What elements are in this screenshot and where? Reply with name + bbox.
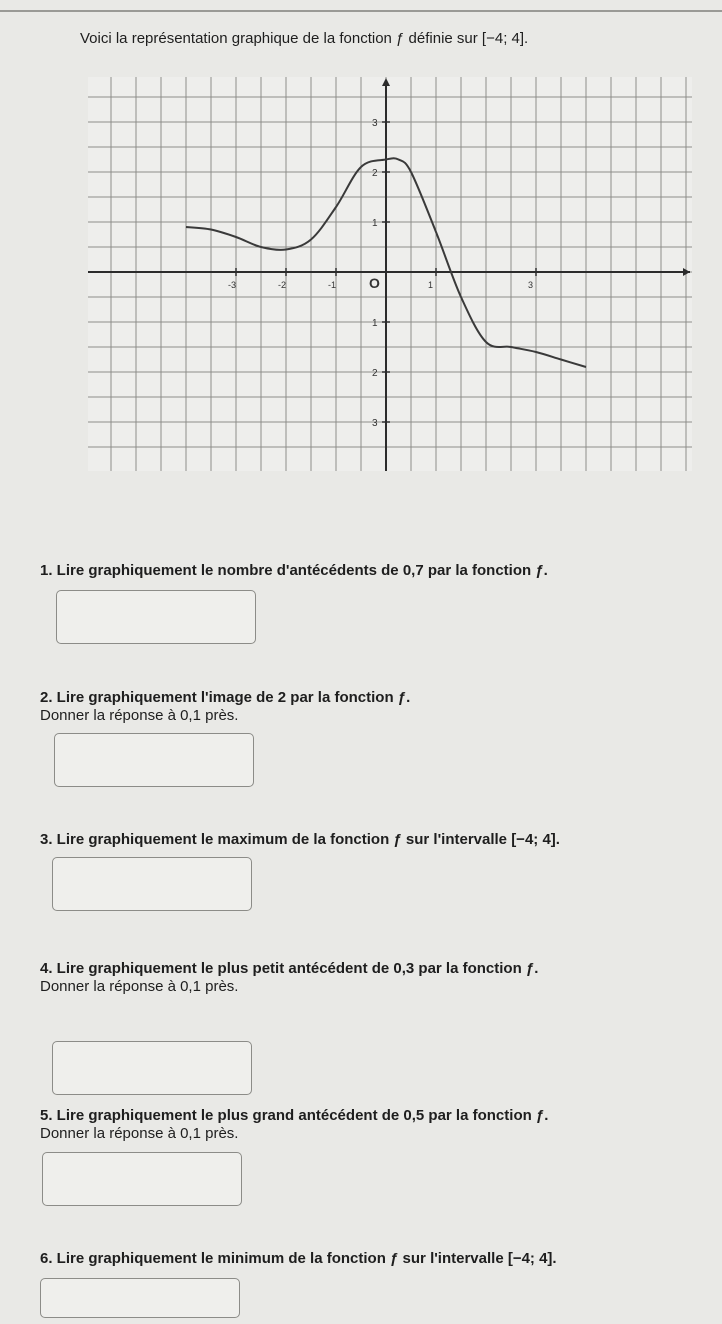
- function-graph: [88, 77, 692, 471]
- y-tick-label: 2: [372, 168, 378, 179]
- y-tick-label: 1: [372, 318, 378, 329]
- question-3: [40, 831, 560, 849]
- y-tick-label: 3: [372, 418, 378, 429]
- question-5-text: 5. Lire graphiquement le plus grand antécédent de 0,5 par la fonction ƒ.: [40, 1107, 549, 1124]
- y-tick-label: 3: [372, 118, 378, 129]
- answer-box-6[interactable]: [40, 1278, 240, 1318]
- answer-box-2[interactable]: [54, 733, 254, 787]
- question-4-text: 4. Lire graphiquement le plus petit antécédent de 0,3 par la fonction ƒ.: [40, 960, 539, 977]
- question-6-text: 6. Lire graphiquement le minimum de la fonction ƒ sur l'intervalle [−4; 4].: [40, 1250, 557, 1267]
- x-tick-label: 3: [528, 280, 534, 290]
- top-divider: [0, 10, 722, 12]
- answer-box-4[interactable]: [52, 1041, 252, 1095]
- answer-box-3[interactable]: [52, 857, 252, 911]
- question-3-text: 3. Lire graphiquement le maximum de la fonction ƒ sur l'intervalle [−4; 4].: [40, 831, 560, 848]
- answer-box-5[interactable]: [42, 1152, 242, 1206]
- question-1-text: 1. Lire graphiquement le nombre d'antécédents de 0,7 par la fonction ƒ.: [40, 562, 548, 579]
- question-2-text: 2. Lire graphiquement l'image de 2 par la fonction ƒ.: [40, 689, 411, 706]
- question-2: [40, 689, 410, 725]
- graph-background: [88, 77, 692, 471]
- x-tick-label: -1: [328, 280, 337, 290]
- question-4-precision: Donner la réponse à 0,1 près.: [40, 978, 239, 995]
- y-tick-label: 2: [372, 368, 378, 379]
- intro-text: Voici la représentation graphique de la fonction ƒ définie sur [−4; 4].: [80, 30, 529, 47]
- question-2-precision: Donner la réponse à 0,1 près.: [40, 707, 239, 724]
- question-4: [40, 960, 538, 996]
- question-6: [40, 1250, 557, 1268]
- graph-svg: [88, 77, 692, 471]
- answer-box-1[interactable]: [56, 590, 256, 644]
- y-tick-label: 1: [372, 218, 378, 229]
- x-tick-label: -3: [228, 280, 237, 290]
- question-5-precision: Donner la réponse à 0,1 près.: [40, 1125, 239, 1142]
- x-tick-label: O: [369, 275, 380, 291]
- x-tick-label: 1: [428, 280, 434, 290]
- question-1: [40, 562, 548, 580]
- question-5: [40, 1107, 548, 1143]
- x-tick-label: -2: [278, 280, 287, 290]
